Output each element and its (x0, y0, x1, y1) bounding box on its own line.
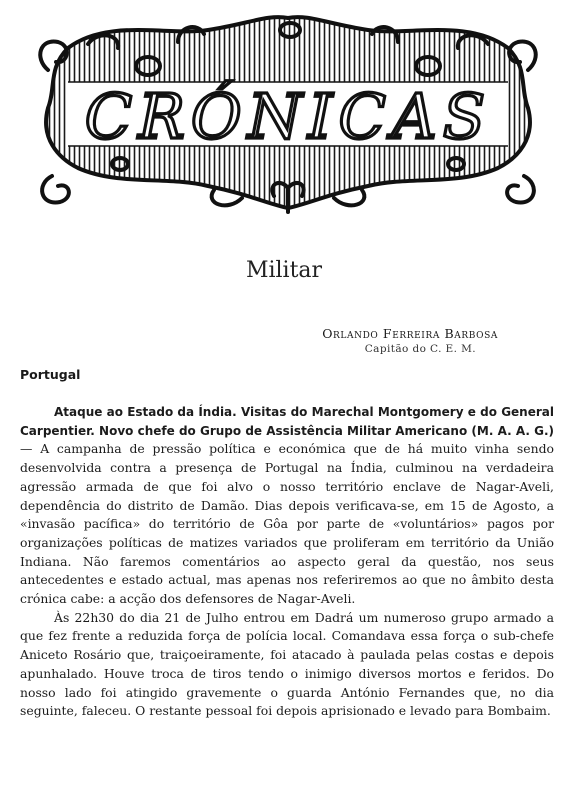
article-body (20, 403, 554, 721)
section-title: Militar (245, 258, 323, 283)
byline-author: Orlando Ferreira Barbosa (322, 326, 498, 341)
article-paragraph-1 (20, 403, 554, 609)
byline-rank: Capitão do C. E. M. (364, 343, 476, 355)
article-paragraph-1-text: — A campanha de pressão política e económica que de há muito vinha sendo desenvolvida contra a presença de Portugal na Índia, culminou na verdadeira agressão armada de que foi alvo o nosso território enclave de Nagar-Aveli, dependência do distrito de Damão. Dias depois verificava-se, em 15 de Agosto, a «invasão pacífica» do território de Gôa por parte de «voluntários» pagos por organizações políticas de matizes variados que proliferam em território da União Indiana. Não faremos comentários ao aspecto geral da questão, nos seus antecedentes e estado actual, mas apenas nos referiremos ao que no âmbito desta crónica cabe: a acção dos defensores de Nagar-Aveli. (20, 441, 554, 607)
country-heading: Portugal (20, 367, 81, 382)
banner-title-text: CRÓNICAS (84, 80, 492, 153)
cronicas-banner-logo (28, 8, 548, 218)
article-paragraph-2: Às 22h30 do dia 21 de Julho entrou em Dadrá um numeroso grupo armado a que fez frente a reduzida força de polícia local. Comandava essa força o sub-chefe Aniceto Rosário que, traiçoeiramente, foi atacado à paulada pelas costas e depois apunhalado. Houve troca de tiros tendo o inimigo diversos mortos e feridos. Do nosso lado foi atingido gravemente o guarda António Fernandes que, no dia seguinte, faleceu. O restante pessoal foi depois aprisionado e levado para Bombaim. (20, 609, 554, 719)
article-lead: Ataque ao Estado da Índia. Visitas do Marechal Montgomery e do General Carpentier. Novo chefe do Grupo de Assistência Militar Americano (M. A. A. G.) (20, 405, 554, 438)
